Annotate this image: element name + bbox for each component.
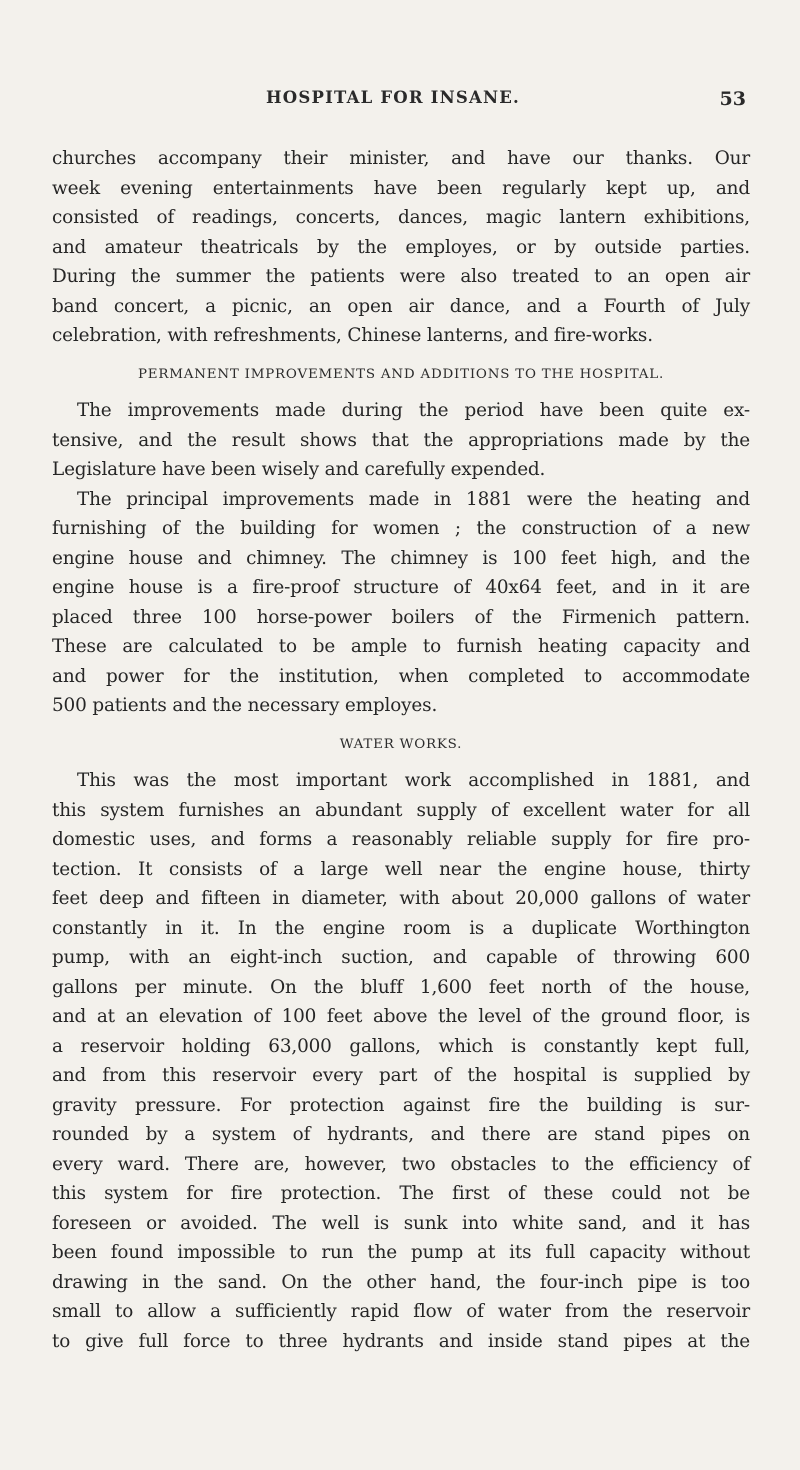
- text-line: These are calculated to be ample to furnish heating capacity and: [52, 636, 750, 657]
- text-line: band concert, a picnic, an open air dance, and a Fourth of July: [52, 295, 750, 317]
- text-line: gallons per minute. On the bluff 1,600 feet north of the house,: [52, 976, 750, 998]
- text-line: a reservoir holding 63,000 gallons, which is constantly kept full,: [52, 1035, 750, 1057]
- paragraph-entertainments: [52, 144, 750, 351]
- page-body: [52, 144, 750, 1356]
- text-line: and power for the institution, when completed to accommodate: [52, 665, 750, 687]
- text-line: feet deep and fifteen in diameter, with about 20,000 gallons of water: [52, 888, 750, 909]
- text-line: The principal improvements made in 1881 were the heating and: [77, 488, 750, 510]
- text-line: churches accompany their minister, and have our thanks. Our: [52, 148, 750, 169]
- section-heading-improvements: PERMANENT IMPROVEMENTS AND ADDITIONS TO THE HOSPITAL.: [138, 366, 664, 382]
- text-line: foreseen or avoided. The well is sunk into white sand, and it has: [52, 1212, 750, 1234]
- text-line: celebration, with refreshments, Chinese lanterns, and fire-works.: [52, 325, 653, 346]
- text-line: furnishing of the building for women ; the construction of a new: [52, 518, 750, 539]
- text-line: tensive, and the result shows that the appropriations made by the: [52, 429, 750, 451]
- text-line: to give full force to three hydrants and inside stand pipes at the: [52, 1330, 750, 1352]
- text-line: engine house and chimney. The chimney is 100 feet high, and the: [52, 547, 750, 569]
- text-line: every ward. There are, however, two obstacles to the efficiency of: [52, 1153, 750, 1175]
- text-line: rounded by a system of hydrants, and there are stand pipes on: [52, 1124, 750, 1145]
- text-line: During the summer the patients were also treated to an open air: [52, 266, 750, 287]
- text-line: constantly in it. In the engine room is a duplicate Worthington: [52, 917, 750, 939]
- text-line: 500 patients and the necessary employes.: [52, 695, 438, 716]
- text-line: tection. It consists of a large well near the engine house, thirty: [52, 858, 750, 880]
- paragraph-water-works: [52, 766, 750, 1356]
- text-line: week evening entertainments have been regularly kept up, and: [52, 177, 750, 199]
- text-line: Legislature have been wisely and carefully expended.: [52, 459, 546, 480]
- paragraph-principal-improvements: [52, 485, 750, 721]
- text-line: and amateur theatricals by the employes, or by outside parties.: [52, 236, 750, 258]
- page-header: [40, 88, 746, 116]
- text-line: consisted of readings, concerts, dances, magic lantern exhibitions,: [52, 207, 750, 228]
- text-line: drawing in the sand. On the other hand, the four-inch pipe is too: [52, 1271, 750, 1293]
- text-line: been found impossible to run the pump at its full capacity without: [52, 1242, 750, 1263]
- paragraph-improvements-intro: [52, 396, 750, 485]
- text-line: and at an elevation of 100 feet above the level of the ground floor, is: [52, 1006, 750, 1027]
- page-number: 53: [719, 88, 746, 110]
- text-line: gravity pressure. For protection against fire the building is sur-: [52, 1094, 750, 1116]
- text-line: domestic uses, and forms a reasonably reliable supply for fire pro-: [52, 829, 750, 850]
- text-line: this system for fire protection. The first of these could not be: [52, 1183, 750, 1204]
- text-line: this system furnishes an abundant supply of excellent water for all: [52, 799, 750, 821]
- text-line: engine house is a fire-proof structure of 40x64 feet, and in it are: [52, 577, 750, 598]
- text-line: This was the most important work accomplished in 1881, and: [77, 770, 750, 791]
- text-line: and from this reservoir every part of the hospital is supplied by: [52, 1065, 750, 1086]
- text-line: small to allow a sufficiently rapid flow of water from the reservoir: [52, 1301, 750, 1322]
- text-line: pump, with an eight-inch suction, and capable of throwing 600: [52, 947, 750, 968]
- text-line: placed three 100 horse-power boilers of the Firmenich pattern.: [52, 606, 750, 628]
- running-title: HOSPITAL FOR INSANE.: [266, 88, 520, 107]
- section-heading-water-works: WATER WORKS.: [339, 736, 463, 752]
- text-line: The improvements made during the period have been quite ex-: [77, 400, 750, 421]
